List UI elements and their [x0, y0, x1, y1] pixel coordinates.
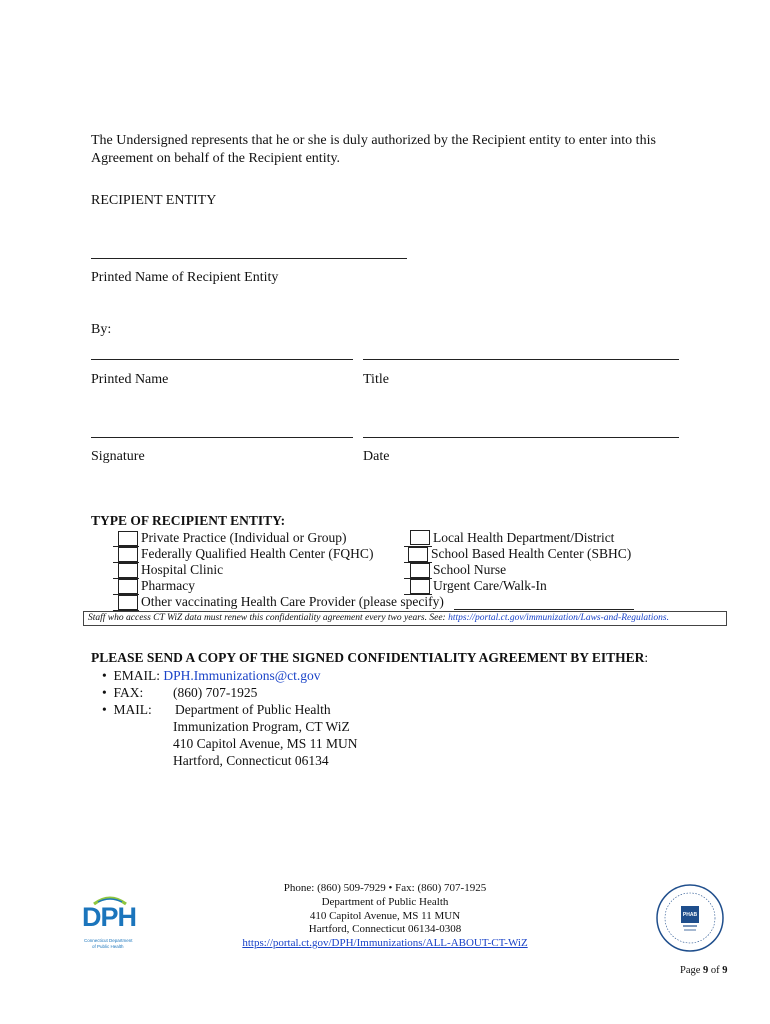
send-heading-text: PLEASE SEND A COPY OF THE SIGNED CONFIDENTIALITY AGREEMENT BY EITHER: [91, 650, 645, 665]
laws-regulations-link[interactable]: https://portal.ct.gov/immunization/Laws-and-Regulations.: [448, 613, 669, 623]
printed-name-line[interactable]: [91, 359, 353, 360]
bullet-dot-icon: •: [102, 702, 114, 717]
title-line[interactable]: [363, 359, 679, 360]
footer-city: Hartford, Connecticut 06134-0308: [308, 923, 462, 935]
mail-item: [102, 701, 152, 718]
option-school-nurse: School Nurse: [433, 562, 507, 577]
page-current: 9: [703, 965, 709, 976]
bullet-dot-icon: •: [102, 685, 114, 700]
page-prefix: Page: [680, 965, 704, 976]
mail-line-1: Department of Public Health: [175, 702, 331, 717]
fax-item: [102, 684, 143, 701]
checkbox-sbhc[interactable]: [408, 547, 428, 562]
email-label: EMAIL:: [113, 668, 160, 683]
dph-logo-sub-2: of Public Health: [92, 944, 124, 949]
recipient-entity-name-line[interactable]: [91, 258, 407, 259]
footer-address: 410 Capitol Avenue, MS 11 MUN: [309, 910, 461, 922]
phab-seal: [655, 883, 725, 953]
other-provider-specify-line[interactable]: [454, 609, 634, 610]
signature-label: Signature: [91, 449, 145, 464]
signature-line[interactable]: [91, 437, 353, 438]
renewal-notice: [83, 611, 727, 626]
dph-logo-text: DPH: [82, 902, 137, 932]
bullet-dot-icon: •: [102, 668, 114, 683]
email-link[interactable]: DPH.Immunizations@ct.gov: [163, 668, 321, 683]
checkbox-pharmacy[interactable]: [118, 579, 138, 594]
renewal-notice-text: Staff who access CT WiZ data must renew this confidentiality agreement every two years. See:: [88, 613, 449, 623]
title-label: Title: [363, 372, 389, 387]
phab-seal-text: PHAB: [682, 912, 698, 918]
option-other-provider: Other vaccinating Health Care Provider (please specify): [141, 594, 444, 609]
option-local-health-dept: Local Health Department/District: [433, 530, 615, 545]
option-sbhc: School Based Health Center (SBHC): [431, 546, 632, 561]
checkbox-private-practice[interactable]: [118, 531, 138, 546]
type-heading: TYPE OF RECIPIENT ENTITY:: [91, 513, 286, 528]
phab-seal-icon: [655, 883, 725, 953]
option-private-practice: Private Practice (Individual or Group): [141, 530, 347, 545]
page-number: [680, 965, 728, 976]
dph-logo-sub-1: Connecticut Department: [84, 938, 133, 943]
mail-line-4: Hartford, Connecticut 06134: [173, 753, 329, 768]
option-pharmacy: Pharmacy: [141, 578, 195, 593]
send-heading: [91, 650, 648, 666]
footer-phone-fax: Phone: (860) 509-7929 • Fax: (860) 707-1925: [283, 882, 487, 894]
option-fqhc: Federally Qualified Health Center (FQHC): [141, 546, 374, 561]
printed-name-label: Printed Name: [91, 372, 169, 387]
option-hospital-clinic: Hospital Clinic: [141, 562, 224, 577]
fax-value: (860) 707-1925: [173, 685, 258, 700]
intro-line-1: The Undersigned represents that he or she is duly authorized by the Recipient entity to enter into this: [91, 133, 656, 148]
footer-url-link[interactable]: https://portal.ct.gov/DPH/Immunizations/ALL-ABOUT-CT-WiZ: [242, 937, 528, 949]
mail-label: MAIL:: [113, 702, 152, 717]
date-line[interactable]: [363, 437, 679, 438]
checkbox-fqhc[interactable]: [118, 547, 138, 562]
page-of: of: [708, 965, 723, 976]
printed-name-entity-label: Printed Name of Recipient Entity: [91, 270, 279, 285]
checkbox-school-nurse[interactable]: [410, 563, 430, 578]
email-item: [102, 667, 321, 684]
recipient-entity-heading: RECIPIENT ENTITY: [91, 193, 217, 208]
mail-line-2: Immunization Program, CT WiZ: [173, 719, 350, 734]
by-label: By:: [91, 322, 112, 337]
checkbox-hospital-clinic[interactable]: [118, 563, 138, 578]
mail-line-3: 410 Capitol Avenue, MS 11 MUN: [173, 736, 358, 751]
page-total: 9: [722, 965, 728, 976]
fax-label: FAX:: [113, 685, 144, 700]
option-urgent-care: Urgent Care/Walk-In: [433, 578, 547, 593]
footer-dept: Department of Public Health: [321, 896, 449, 908]
checkbox-other-provider[interactable]: [118, 595, 138, 610]
checkbox-local-health-dept[interactable]: [410, 530, 430, 545]
checkbox-urgent-care[interactable]: [410, 579, 430, 594]
send-heading-colon: :: [644, 650, 649, 665]
checkbox-underline: [404, 594, 432, 595]
date-label: Date: [363, 449, 390, 464]
intro-line-2: Agreement on behalf of the Recipient entity.: [91, 151, 341, 166]
